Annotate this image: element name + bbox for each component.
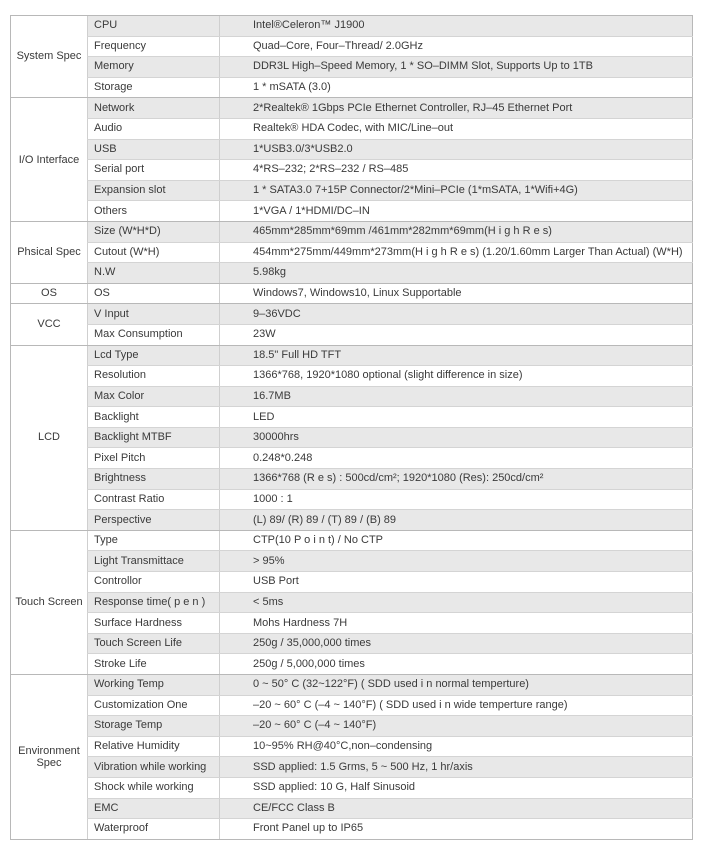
spec-label: Backlight (88, 407, 220, 428)
spec-label: Frequency (88, 36, 220, 57)
spec-label: Resolution (88, 366, 220, 387)
spec-row (11, 510, 693, 531)
spec-label: Network (88, 98, 220, 119)
spec-label: Pixel Pitch (88, 448, 220, 469)
spec-row (11, 448, 693, 469)
spec-row (11, 427, 693, 448)
spec-label: OS (88, 283, 220, 304)
spec-label: Stroke Life (88, 654, 220, 675)
spec-row (11, 798, 693, 819)
spec-label: Customization One (88, 695, 220, 716)
spec-label: Max Consumption (88, 324, 220, 345)
spec-row (11, 572, 693, 593)
spec-label: Cutout (W*H) (88, 242, 220, 263)
spec-group-label: Environment Spec (11, 675, 88, 840)
spec-label: Type (88, 530, 220, 551)
spec-label: Response time( p e n ) (88, 592, 220, 613)
spec-group-label: LCD (11, 345, 88, 530)
spec-row (11, 777, 693, 798)
spec-label: Working Temp (88, 675, 220, 696)
spec-label: Memory (88, 57, 220, 78)
spec-row (11, 366, 693, 387)
spec-value: 18.5" Full HD TFT (220, 345, 693, 366)
spec-label: Size (W*H*D) (88, 221, 220, 242)
spec-value: 23W (220, 324, 693, 345)
spec-group-label: Touch Screen (11, 530, 88, 674)
spec-label: Brightness (88, 469, 220, 490)
spec-value: Realtek® HDA Codec, with MIC/Line–out (220, 118, 693, 139)
spec-label: Light Transmittace (88, 551, 220, 572)
spec-value: Quad–Core, Four–Thread/ 2.0GHz (220, 36, 693, 57)
spec-value: 1366*768 (R e s) : 500cd/cm²; 1920*1080 (Res): 250cd/cm² (220, 469, 693, 490)
spec-row (11, 16, 693, 37)
spec-value: SSD applied: 10 G, Half Sinusoid (220, 777, 693, 798)
spec-row (11, 736, 693, 757)
spec-label: Storage (88, 77, 220, 98)
spec-value: > 95% (220, 551, 693, 572)
spec-row (11, 654, 693, 675)
spec-value: 465mm*285mm*69mm /461mm*282mm*69mm(H i g h R e s) (220, 221, 693, 242)
spec-label: Audio (88, 118, 220, 139)
spec-label: Backlight MTBF (88, 427, 220, 448)
spec-label: Touch Screen Life (88, 633, 220, 654)
spec-value: 1*VGA / 1*HDMI/DC–IN (220, 201, 693, 222)
spec-label: Surface Hardness (88, 613, 220, 634)
spec-label: Perspective (88, 510, 220, 531)
spec-value: 2*Realtek® 1Gbps PCIe Ethernet Controller, RJ–45 Ethernet Port (220, 98, 693, 119)
spec-row (11, 695, 693, 716)
spec-value: 1*USB3.0/3*USB2.0 (220, 139, 693, 160)
spec-value: 5.98kg (220, 263, 693, 284)
spec-row (11, 551, 693, 572)
spec-row (11, 469, 693, 490)
spec-row (11, 819, 693, 840)
spec-row (11, 77, 693, 98)
spec-value: 0 ~ 50° C (32~122°F) ( SDD used i n normal temperture) (220, 675, 693, 696)
spec-value: LED (220, 407, 693, 428)
spec-value: CTP(10 P o i n t) / No CTP (220, 530, 693, 551)
spec-value: 1000 : 1 (220, 489, 693, 510)
spec-value: 9–36VDC (220, 304, 693, 325)
spec-label: V Input (88, 304, 220, 325)
spec-label: CPU (88, 16, 220, 37)
spec-row (11, 36, 693, 57)
spec-row (11, 242, 693, 263)
spec-value: CE/FCC Class B (220, 798, 693, 819)
spec-label: Expansion slot (88, 180, 220, 201)
spec-row (11, 345, 693, 366)
spec-value: USB Port (220, 572, 693, 593)
spec-value: 0.248*0.248 (220, 448, 693, 469)
spec-row (11, 221, 693, 242)
spec-label: Serial port (88, 160, 220, 181)
spec-label: Lcd Type (88, 345, 220, 366)
spec-value: SSD applied: 1.5 Grms, 5 ~ 500 Hz, 1 hr/axis (220, 757, 693, 778)
spec-value: < 5ms (220, 592, 693, 613)
spec-label: Controllor (88, 572, 220, 593)
spec-row (11, 263, 693, 284)
spec-row (11, 592, 693, 613)
spec-value: –20 ~ 60° C (–4 ~ 140°F) (220, 716, 693, 737)
spec-group-label: VCC (11, 304, 88, 345)
spec-value: 30000hrs (220, 427, 693, 448)
spec-value: 250g / 5,000,000 times (220, 654, 693, 675)
spec-value: Front Panel up to IP65 (220, 819, 693, 840)
spec-value: Windows7, Windows10, Linux Supportable (220, 283, 693, 304)
spec-row (11, 283, 693, 304)
spec-label: USB (88, 139, 220, 160)
spec-label: Others (88, 201, 220, 222)
spec-row (11, 160, 693, 181)
spec-value: DDR3L High–Speed Memory, 1 * SO–DIMM Slot, Supports Up to 1TB (220, 57, 693, 78)
spec-value: 16.7MB (220, 386, 693, 407)
spec-value: 4*RS–232; 2*RS–232 / RS–485 (220, 160, 693, 181)
spec-value: Intel®Celeron™ J1900 (220, 16, 693, 37)
spec-row (11, 57, 693, 78)
spec-row (11, 407, 693, 428)
spec-value: 1 * mSATA (3.0) (220, 77, 693, 98)
spec-label: Contrast Ratio (88, 489, 220, 510)
spec-row (11, 530, 693, 551)
spec-label: Max Color (88, 386, 220, 407)
spec-row (11, 98, 693, 119)
spec-value: 1 * SATA3.0 7+15P Connector/2*Mini–PCIe (1*mSATA, 1*Wifi+4G) (220, 180, 693, 201)
spec-group-label: OS (11, 283, 88, 304)
spec-label: Waterproof (88, 819, 220, 840)
spec-row (11, 201, 693, 222)
spec-label: Storage Temp (88, 716, 220, 737)
spec-value: Mohs Hardness 7H (220, 613, 693, 634)
spec-value: 10~95% RH@40°C,non–condensing (220, 736, 693, 757)
spec-value: 454mm*275mm/449mm*273mm(H i g h R e s) (1.20/1.60mm Larger Than Actual) (W*H) (220, 242, 693, 263)
spec-row (11, 716, 693, 737)
spec-value: (L) 89/ (R) 89 / (T) 89 / (B) 89 (220, 510, 693, 531)
spec-label: Relative Humidity (88, 736, 220, 757)
spec-row (11, 633, 693, 654)
spec-row (11, 675, 693, 696)
spec-table (10, 15, 693, 840)
spec-group-label: I/O Interface (11, 98, 88, 222)
spec-row (11, 386, 693, 407)
spec-row (11, 489, 693, 510)
spec-label: N.W (88, 263, 220, 284)
spec-label: EMC (88, 798, 220, 819)
spec-value: –20 ~ 60° C (–4 ~ 140°F) ( SDD used i n wide temperture range) (220, 695, 693, 716)
spec-row (11, 757, 693, 778)
spec-row (11, 139, 693, 160)
spec-row (11, 324, 693, 345)
spec-group-label: System Spec (11, 16, 88, 98)
spec-value: 1366*768, 1920*1080 optional (slight difference in size) (220, 366, 693, 387)
spec-label: Shock while working (88, 777, 220, 798)
spec-row (11, 118, 693, 139)
spec-table-body (11, 16, 693, 840)
spec-group-label: Phsical Spec (11, 221, 88, 283)
spec-label: Vibration while working (88, 757, 220, 778)
spec-row (11, 180, 693, 201)
spec-row (11, 304, 693, 325)
spec-value: 250g / 35,000,000 times (220, 633, 693, 654)
spec-row (11, 613, 693, 634)
